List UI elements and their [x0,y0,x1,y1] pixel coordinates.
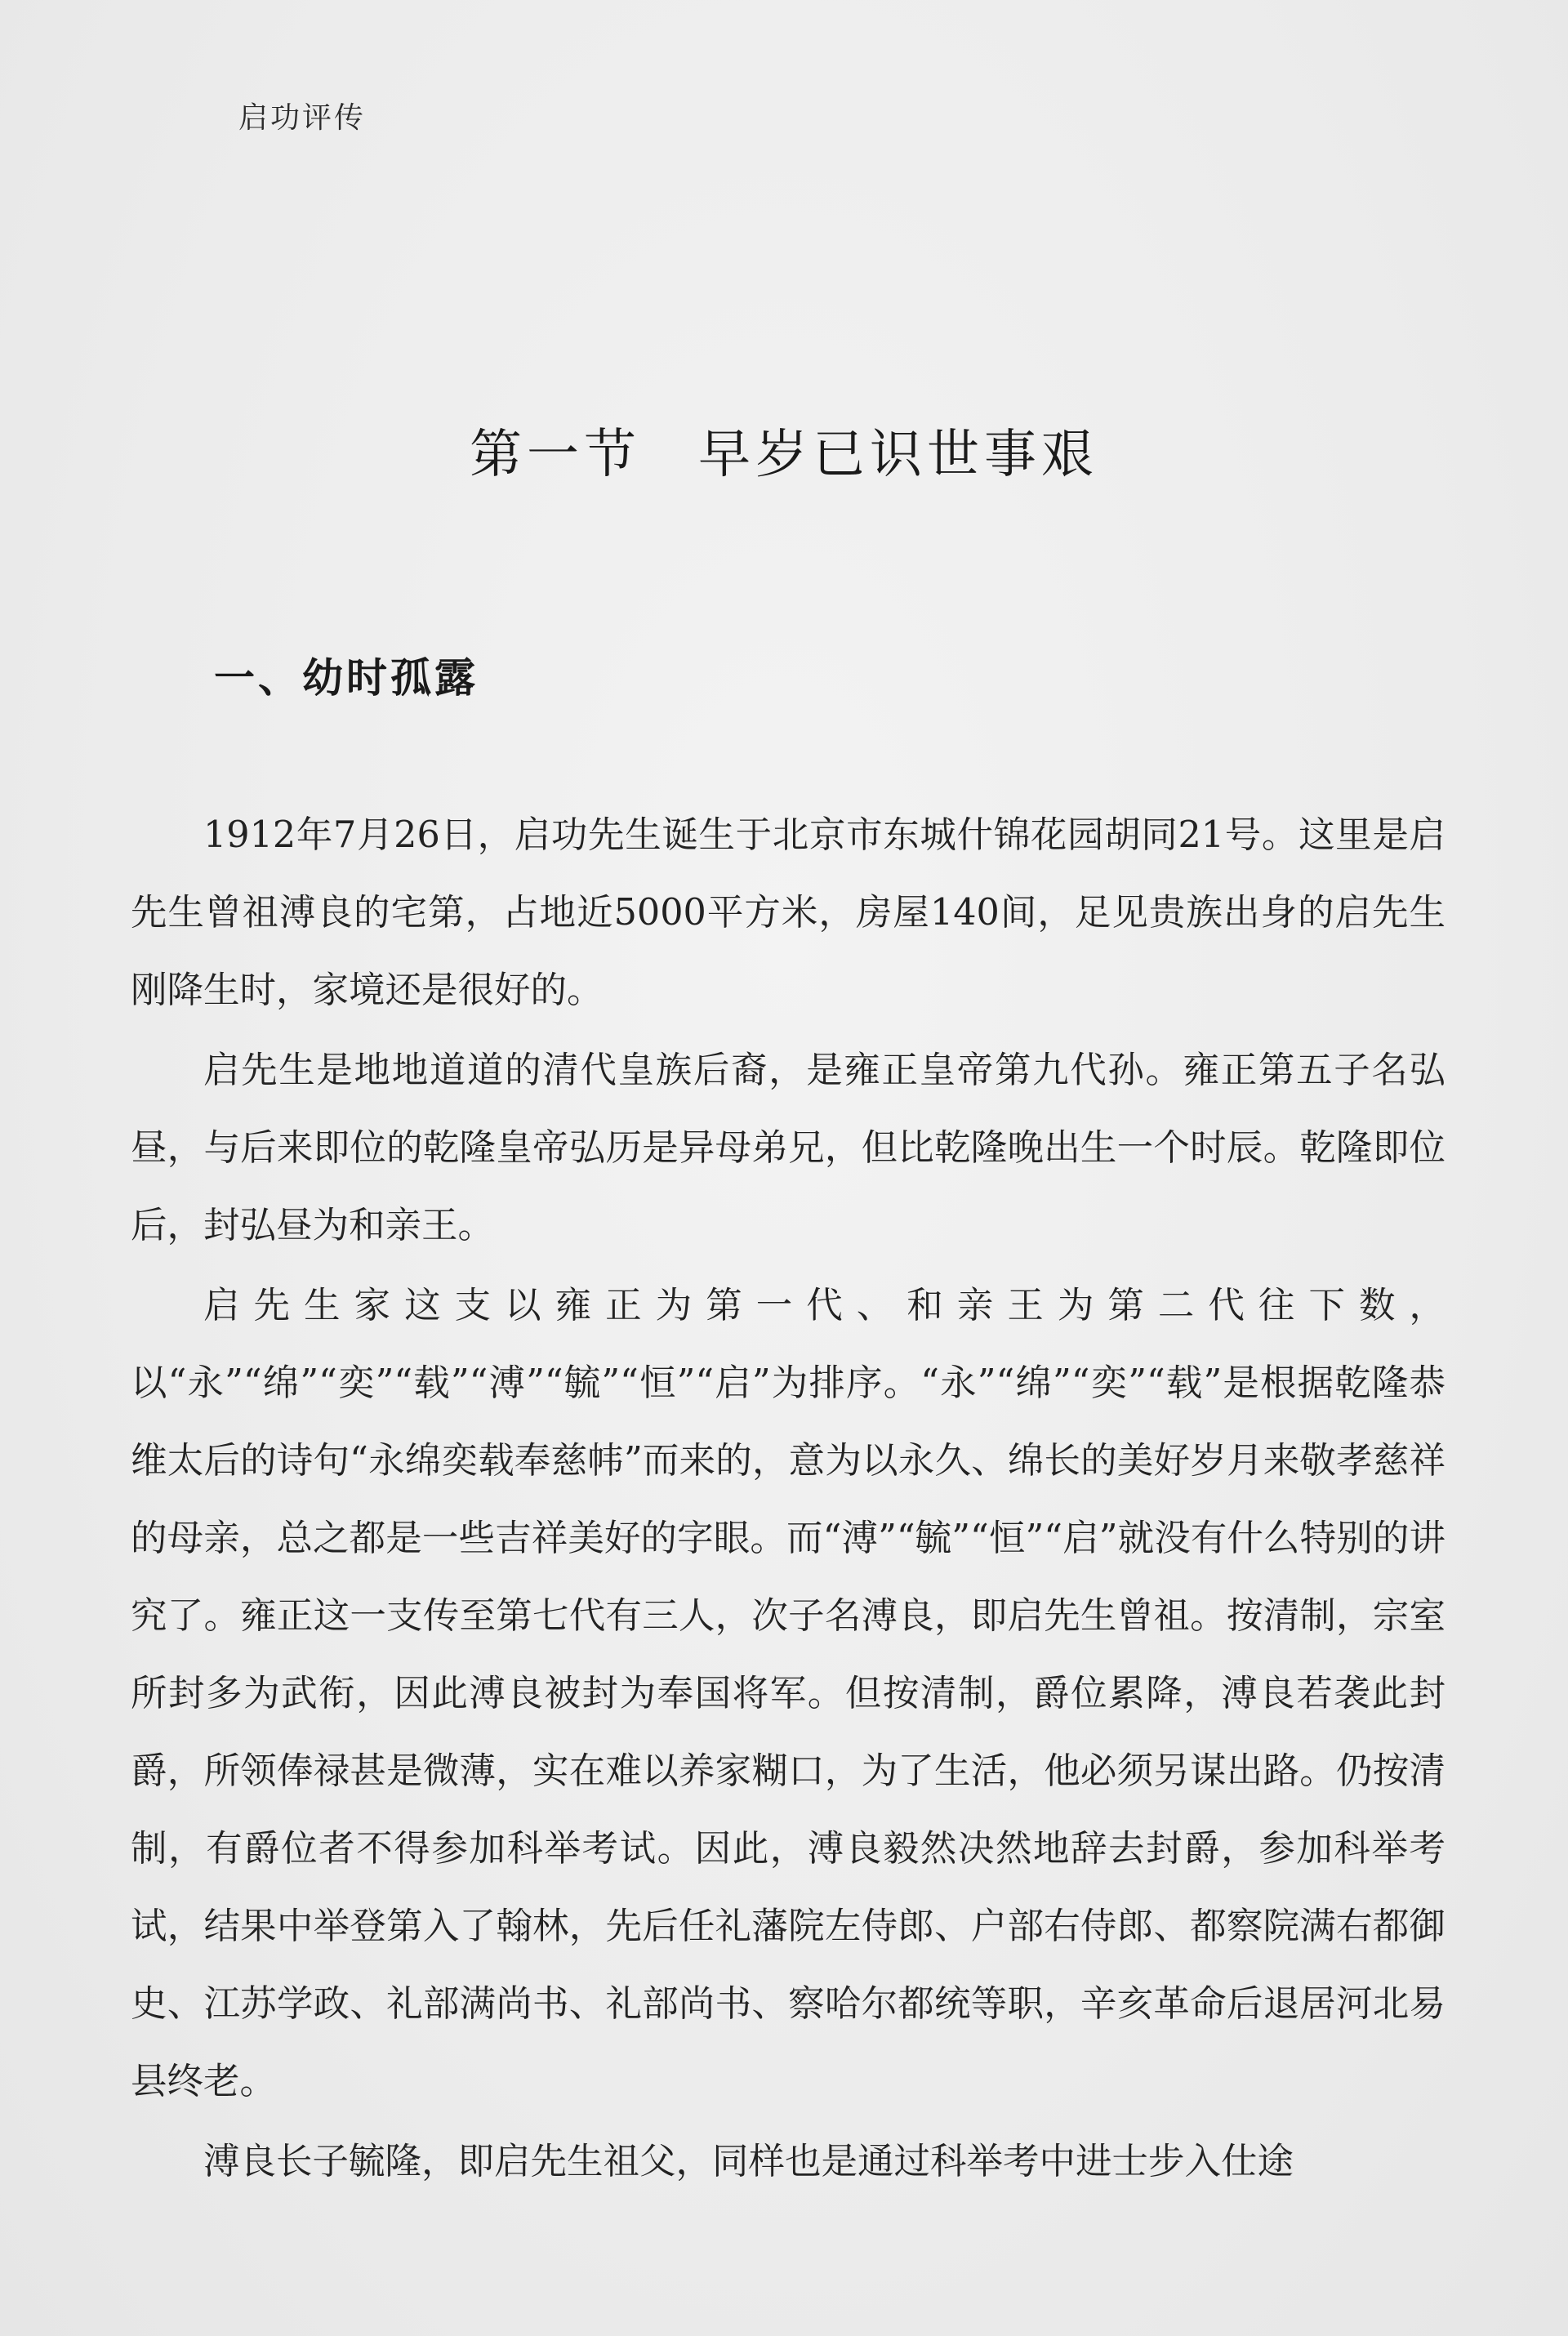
paragraph: 启先生是地地道道的清代皇族后裔，是雍正皇帝第九代孙。雍正第五子名弘昼，与后来即位的乾隆皇帝弘历是异母弟兄，但比乾隆晚出生一个时辰。乾隆即位后，封弘昼为和亲王。 [131,1050,1446,1246]
section-title [0,412,1568,488]
paragraph: 1912年7月26日，启功先生诞生于北京市东城什锦花园胡同21号。这里是启先生曾祖溥良的宅第，占地近5000平方米，房屋140间，足见贵族出身的启先生刚降生时，家境还是很好的。 [131,814,1446,1011]
section-title-text: 早岁已识世事艰 [698,425,1098,485]
paragraph: 启先生家这支以雍正为第一代、和亲王为第二代往下数，以“永”“绵”“奕”“载”“溥”“毓”“恒”“启”为排序。“永”“绵”“奕”“载”是根据乾隆恭维太后的诗句“永绵奕载奉慈帏”而来的，意为以永久、绵长的美好岁月来敬孝慈祥的母亲，总之都是一些吉祥美好的字眼。而“溥”“毓”“恒”“启”就没有什么特别的讲究了。雍正这一支传至第七代有三人，次子名溥良，即启先生曾祖。按清制，宗室所封多为武衔，因此溥良被封为奉国将军。但按清制，爵位累降，溥良若袭此封爵，所领俸禄甚是微薄，实在难以养家糊口，为了生活，他必须另谋出路。仍按清制，有爵位者不得参加科举考试。因此，溥良毅然决然地辞去封爵，参加科举考试，结果中举登第入了翰林，先后任礼藩院左侍郎、户部右侍郎、都察院满右都御史、江苏学政、礼部满尚书、礼部尚书、察哈尔都统等职，辛亥革命后退居河北易县终老。 [131,1285,1446,2102]
paragraph: 溥良长子毓隆，即启先生祖父，同样也是通过科举考中进士步入仕途 [203,2141,1294,2182]
section-number: 第一节 [470,425,641,485]
body-text [131,796,1446,2203]
subsection-title: 一、幼时孤露 [214,654,479,702]
running-header: 启功评传 [238,101,367,135]
